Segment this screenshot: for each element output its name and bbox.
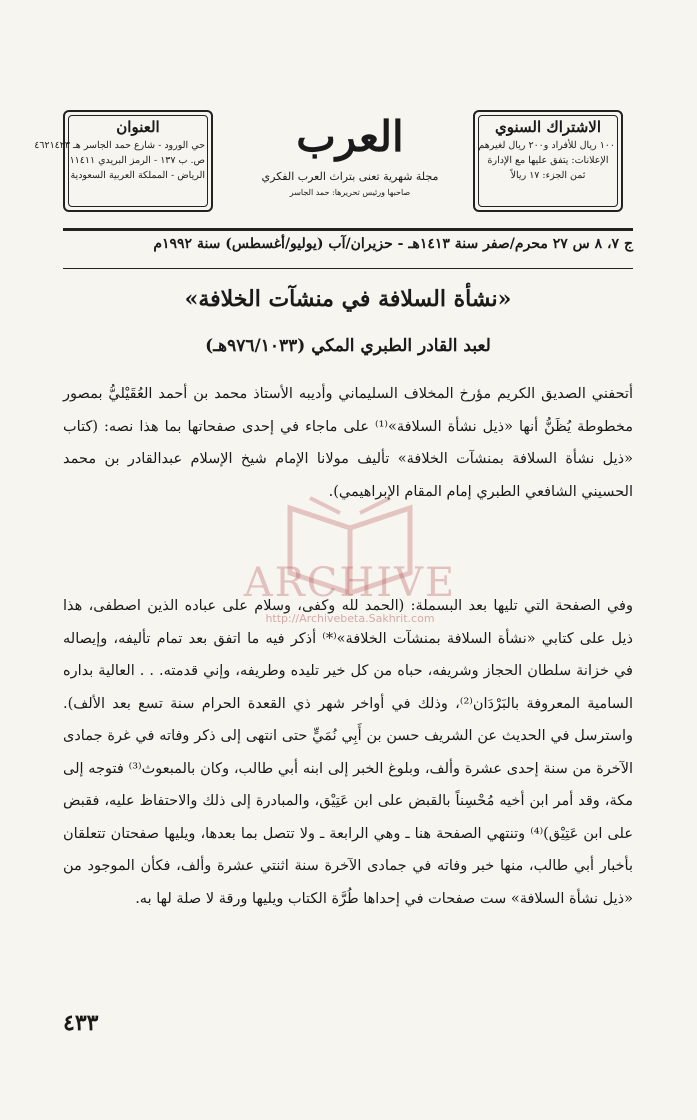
watermark-text: ARCHIVE	[243, 560, 457, 606]
address-title: العنوان	[116, 118, 160, 136]
masthead	[240, 112, 460, 197]
address-line: حي الورود - شارع حمد الجاسر هـ ٤٦٢١٤٢٣	[34, 140, 205, 151]
subscription-line: ١٠٠ ريال للأفراد و٢٠٠ ريال لغيرهم	[478, 140, 615, 151]
address-box	[34, 110, 213, 212]
article-paragraph: وفي الصفحة التي تليها بعد البسملة: (الحمد لله وكفى، وسلام على عباده الذين اصطفى، هذا ذيل على كتابي «نشأة السلافة بمنشآت الخلافة»⁽*⁾ أذكر فيه ما اتفق بعد تمام تأليفه، وإيصاله في خزانة سلطان الحجاز وشريفه، حباه من كل خير تليده وطريفه، وإني قدمته. . . العالية بداره السامية المعروفة بالبَرْدَان⁽²⁾، وذلك في أواخر شهر ذي القعدة الحرام سنة تسع بعد الألف). واسترسل في الحديث عن الشريف حسن بن أَبِي نُمَيٍّ حتى انتهى إلى ذكر وفاته في غرة جمادى الآخرة من سنة إحدى عشرة وألف، وبلوغ الخبر إلى ابنه أبي طالب، وكان بالمبعوث⁽³⁾ فتوجه إلى مكة، وقد أمر ابن أخيه مُحْسِناً بالقبض على ابن عَتِيْق، والمبادرة إلى ذلك والاحتفاظ عليه، فقبض على ابن عَتِيْق)⁽⁴⁾ وتنتهي الصفحة هنا ـ وهي الرابعة ـ ولا تتصل بما بعدها، ويليها صفحتان تتعلقان بأخبار أبي طالب، منها خبر وفاته في جمادى الآخرة سنة اثنتي عشرة وألف، فكأن الموجود من «ذيل نشأة السلافة» ست صفحات في إحداها طُرَّة الكتاب ويليها ورقة لا صلة لها به.	[63, 598, 633, 907]
address-line: ص. ب ١٣٧ - الرمز البريدي ١١٤١١	[69, 155, 205, 166]
address-line: الرياض - المملكة العربية السعودية	[70, 170, 205, 181]
page-number: ٤٣٣	[63, 1010, 99, 1036]
issue-divider	[63, 268, 633, 269]
issue-line: ج ٧، ٨ س ٢٧ محرم/صفر سنة ١٤١٣هـ - حزيران/آب (يوليو/أغسطس) سنة ١٩٩٢م	[153, 236, 633, 252]
article-author: لعبد القادر الطبري المكي (٩٧٦/١٠٣٣هـ)	[205, 336, 491, 356]
journal-editor: صاحبها ورئيس تحريرها: حمد الجاسر	[289, 188, 411, 197]
article-title: «نشأة السلافة في منشآت الخلافة»	[184, 286, 512, 312]
watermark-url: http://Archivebeta.Sakhrit.com	[265, 612, 435, 625]
header-divider	[63, 228, 633, 231]
journal-logo: العرب	[296, 112, 404, 161]
journal-subtitle: مجلة شهرية تعنى بتراث العرب الفكري	[261, 170, 439, 183]
subscription-line: ثمن الجزء: ١٧ ريالاً	[510, 170, 586, 181]
article-paragraph: أتحفني الصديق الكريم مؤرخ المخلاف السليماني وأديبه الأستاذ محمد بن أحمد العُقَيْليُّ بمصور مخطوطة يُظَنُّ أنها «ذيل نشأة السلافة»⁽¹⁾ على ماجاء في إحدى صفحاتها بما هذا نصه: (كتاب «ذيل نشأة السلافة بمنشآت الخلافة» تأليف مولانا الإمام شيخ الإسلام عبدالقادر بن محمد الحسيني الشافعي الطبري إمام المقام الإبراهيمي).	[63, 386, 633, 500]
subscription-line: الإعلانات: يتفق عليها مع الإدارة	[487, 155, 609, 166]
subscription-box	[473, 110, 623, 212]
subscription-title: الاشتراك السنوي	[495, 118, 601, 136]
